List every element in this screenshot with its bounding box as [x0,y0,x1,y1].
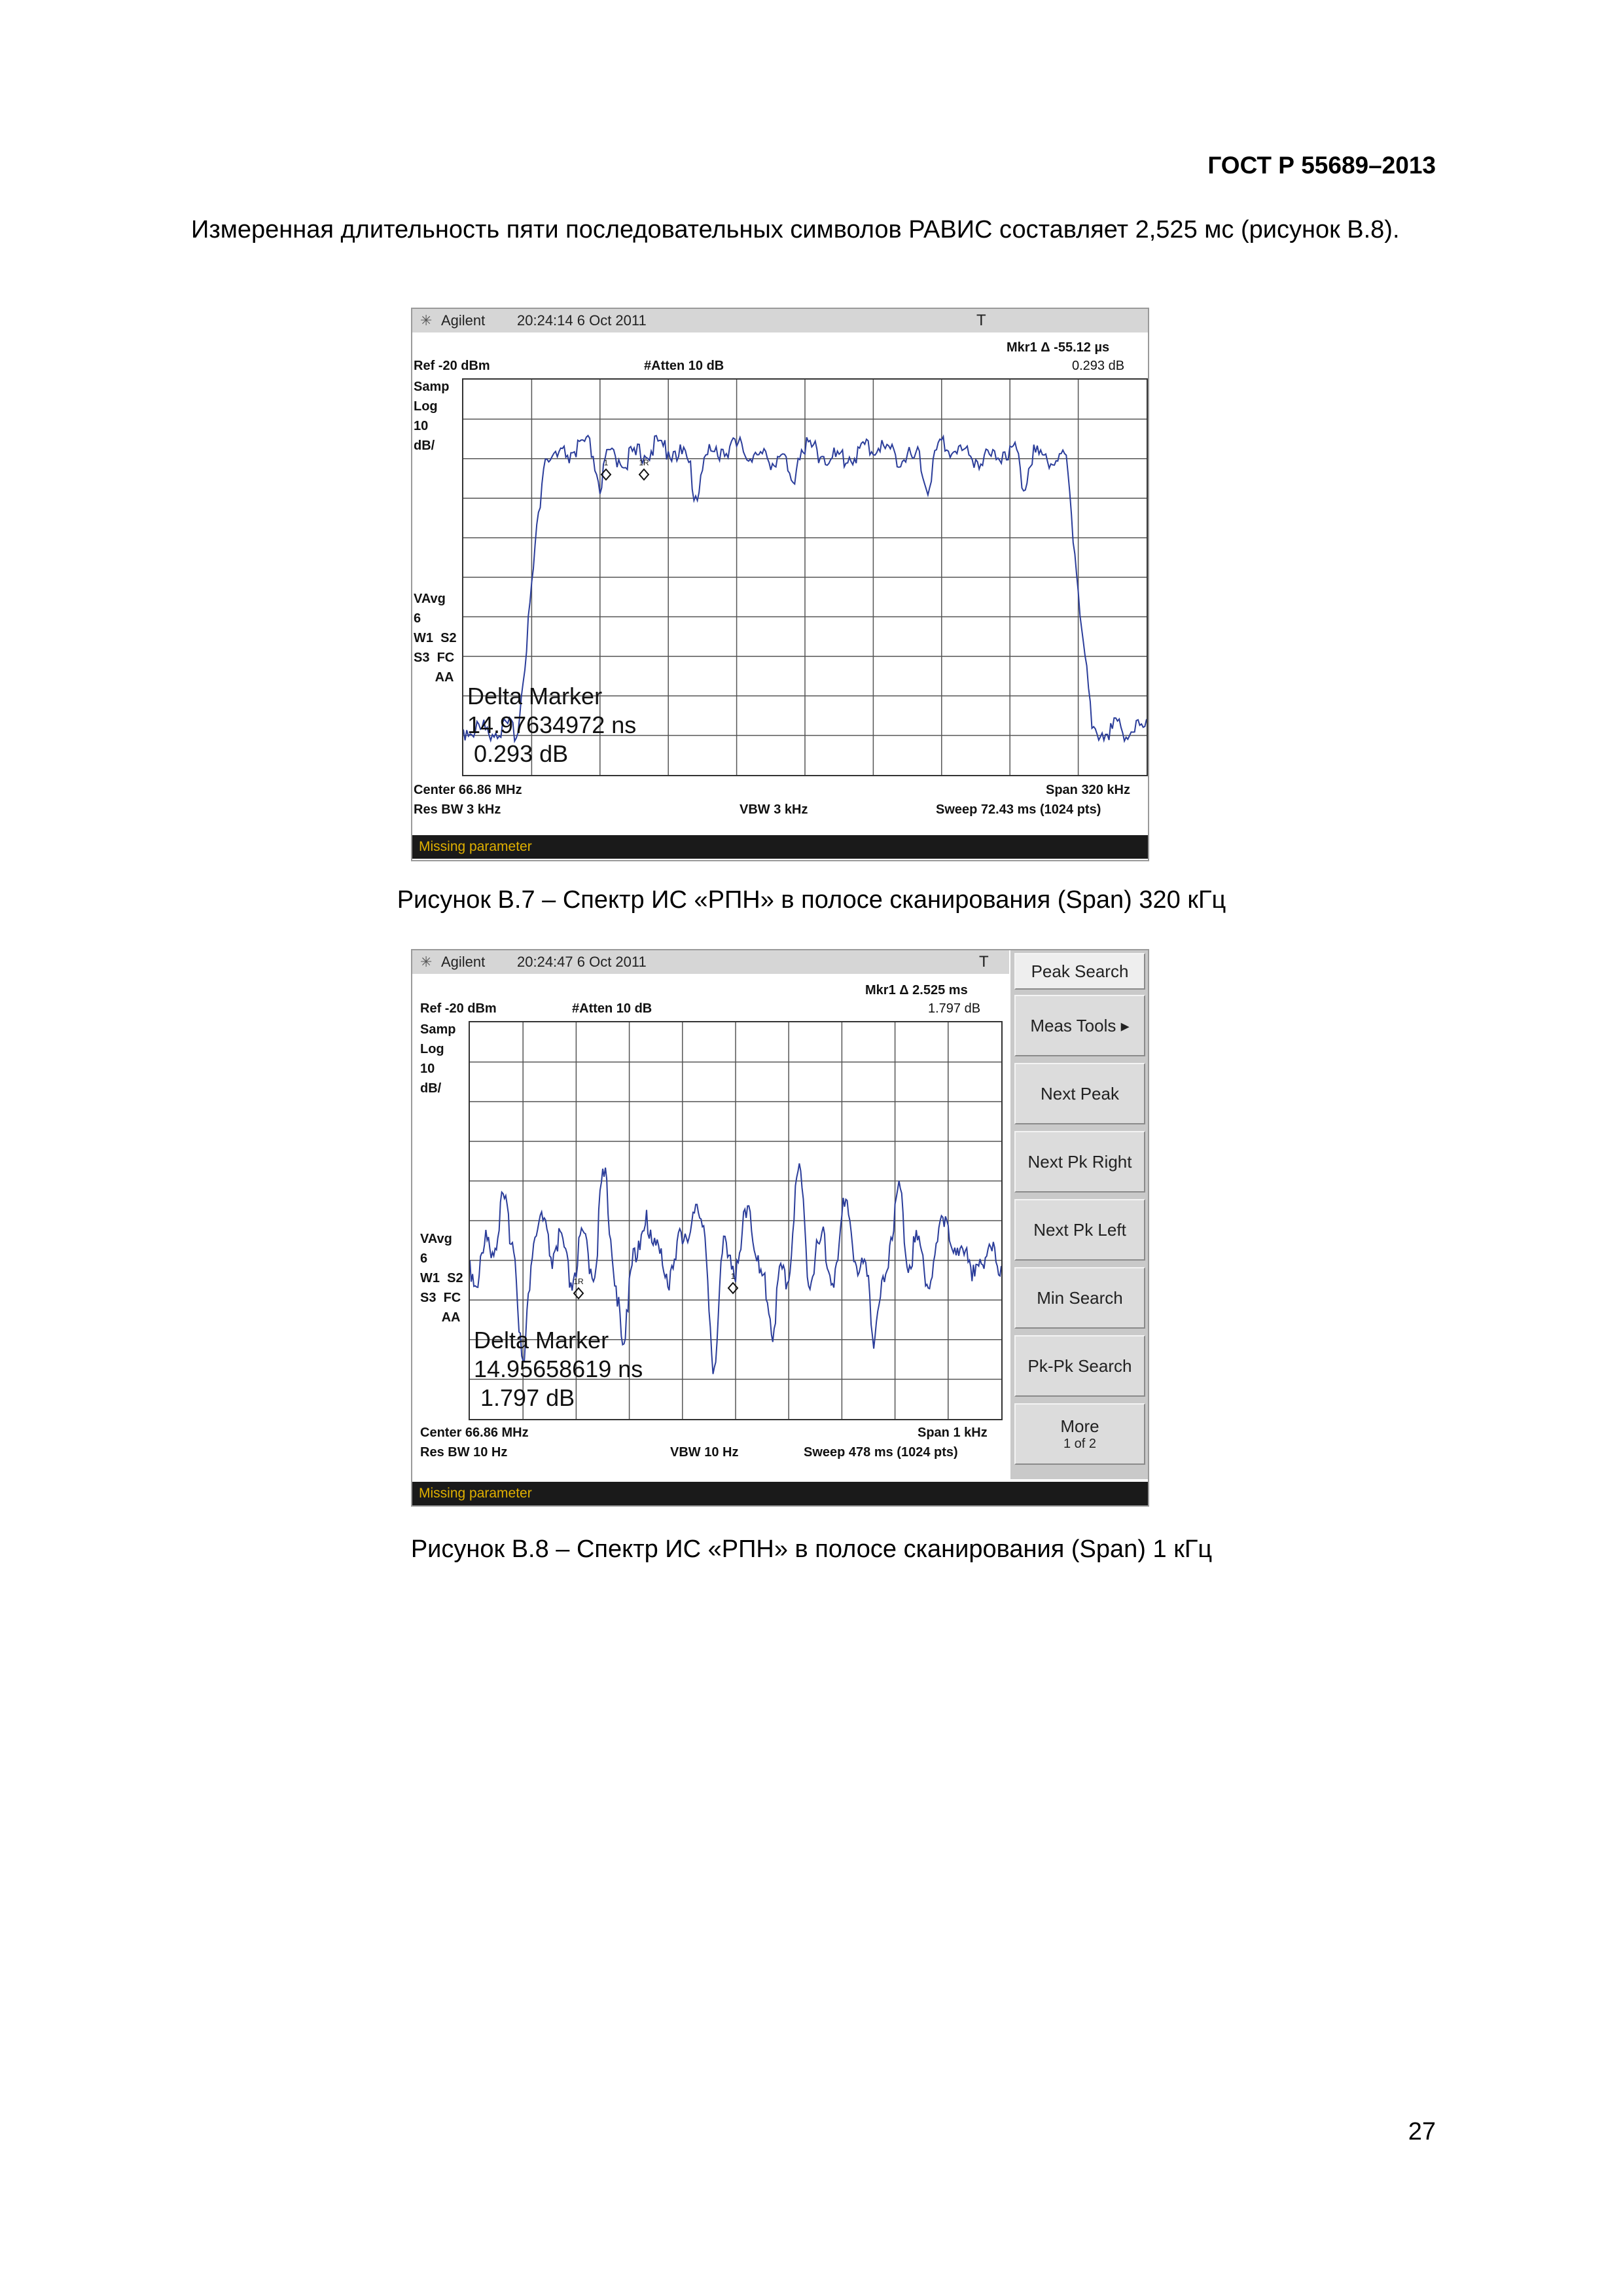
marker-value: 0.293 dB [1072,359,1125,373]
more-page-label: 1 of 2 [1063,1437,1097,1451]
spectrum-plot [462,378,1148,776]
delta-marker-title: Delta Marker [467,683,603,709]
delta-marker-time: 14.95658619 ns [474,1355,643,1382]
agilent-logo-icon: ✳ [420,954,433,970]
softkey-panel [1010,950,1148,1479]
meas-tools-button[interactable]: Meas Tools ▸ [1014,995,1145,1056]
marker-diamond-icon [639,469,649,480]
page-number: 27 [1408,2118,1436,2145]
marker-tag: 1R [573,1277,584,1286]
status-bar: Missing parameter [412,1482,1148,1505]
next-peak-button[interactable]: Next Peak [1014,1063,1145,1124]
analyzer-screen-fig8 [411,949,1149,1507]
attenuation: #Atten 10 dB [572,1001,652,1016]
delta-marker-db: 0.293 dB [474,740,569,767]
pk-pk-search-button[interactable]: Pk-Pk Search [1014,1335,1145,1397]
brand-label: Agilent [441,954,486,970]
trigger-mark: T [976,312,986,329]
figure7-caption: Рисунок В.7 – Спектр ИС «РПН» в полосе сканирования (Span) 320 кГц [397,886,1226,914]
delta-marker-time: 14.97634972 ns [467,711,637,738]
res-bw: Res BW 3 kHz [414,802,501,817]
ref-level: Ref -20 dBm [414,359,490,373]
attenuation: #Atten 10 dB [644,359,724,373]
title-bar [412,950,1009,974]
marker-tag: 1R [639,458,649,467]
intro-paragraph: Измеренная длительность пяти последовательных символов РАВИС составляет 2,525 мс (рисунок В.8). [191,216,1400,243]
marker-value: 1.797 dB [928,1001,981,1016]
vbw: VBW 10 Hz [670,1445,739,1460]
scale-info: Samp Log 10 dB/ [414,380,450,453]
spectrum-plot [469,1021,1003,1420]
figure8-caption: Рисунок В.8 – Спектр ИС «РПН» в полосе сканирования (Span) 1 кГц [410,1535,1213,1563]
marker-tag: 1 [603,458,609,467]
span-value: Span 1 kHz [918,1426,988,1440]
res-bw: Res BW 10 Hz [420,1445,508,1460]
next-pk-right-button[interactable]: Next Pk Right [1014,1131,1145,1193]
marker-label: Mkr1 Δ -55.12 µs [1007,340,1110,355]
datetime-label: 20:24:47 6 Oct 2011 [517,954,647,970]
min-search-button[interactable]: Min Search [1014,1267,1145,1329]
marker-label: Mkr1 Δ 2.525 ms [865,983,968,997]
agilent-logo-icon: ✳ [420,312,433,329]
status-bar: Missing parameter [412,835,1148,859]
center-frequency: Center 66.86 MHz [414,783,522,797]
peak-search-button[interactable]: Peak Search [1014,953,1145,990]
span-value: Span 320 kHz [1046,783,1130,797]
doc-code: ГОСТ Р 55689–2013 [1207,152,1436,179]
next-pk-left-button[interactable]: Next Pk Left [1014,1199,1145,1261]
averaging-info: VAvg 6 W1 S2 S3 FC AA [414,592,457,685]
brand-label: Agilent [441,312,486,329]
marker-diamond-icon [728,1283,738,1293]
ref-level: Ref -20 dBm [420,1001,497,1016]
vbw: VBW 3 kHz [740,802,808,817]
center-frequency: Center 66.86 MHz [420,1426,529,1440]
delta-marker-db: 1.797 dB [480,1384,575,1411]
analyzer-screen-fig7 [411,308,1149,861]
scale-info: Samp Log 10 dB/ [420,1022,456,1096]
trigger-mark: T [979,953,989,971]
marker-diamond-icon [574,1288,583,1299]
sweep-time: Sweep 72.43 ms (1024 pts) [936,802,1101,817]
sweep-time: Sweep 478 ms (1024 pts) [804,1445,958,1460]
more-label: More [1060,1416,1099,1436]
averaging-info: VAvg 6 W1 S2 S3 FC AA [420,1232,463,1325]
marker-tag: 1 [730,1272,736,1281]
more-button[interactable] [1014,1403,1145,1465]
datetime-label: 20:24:14 6 Oct 2011 [517,312,647,329]
title-bar [412,309,1148,332]
delta-marker-title: Delta Marker [474,1327,609,1354]
